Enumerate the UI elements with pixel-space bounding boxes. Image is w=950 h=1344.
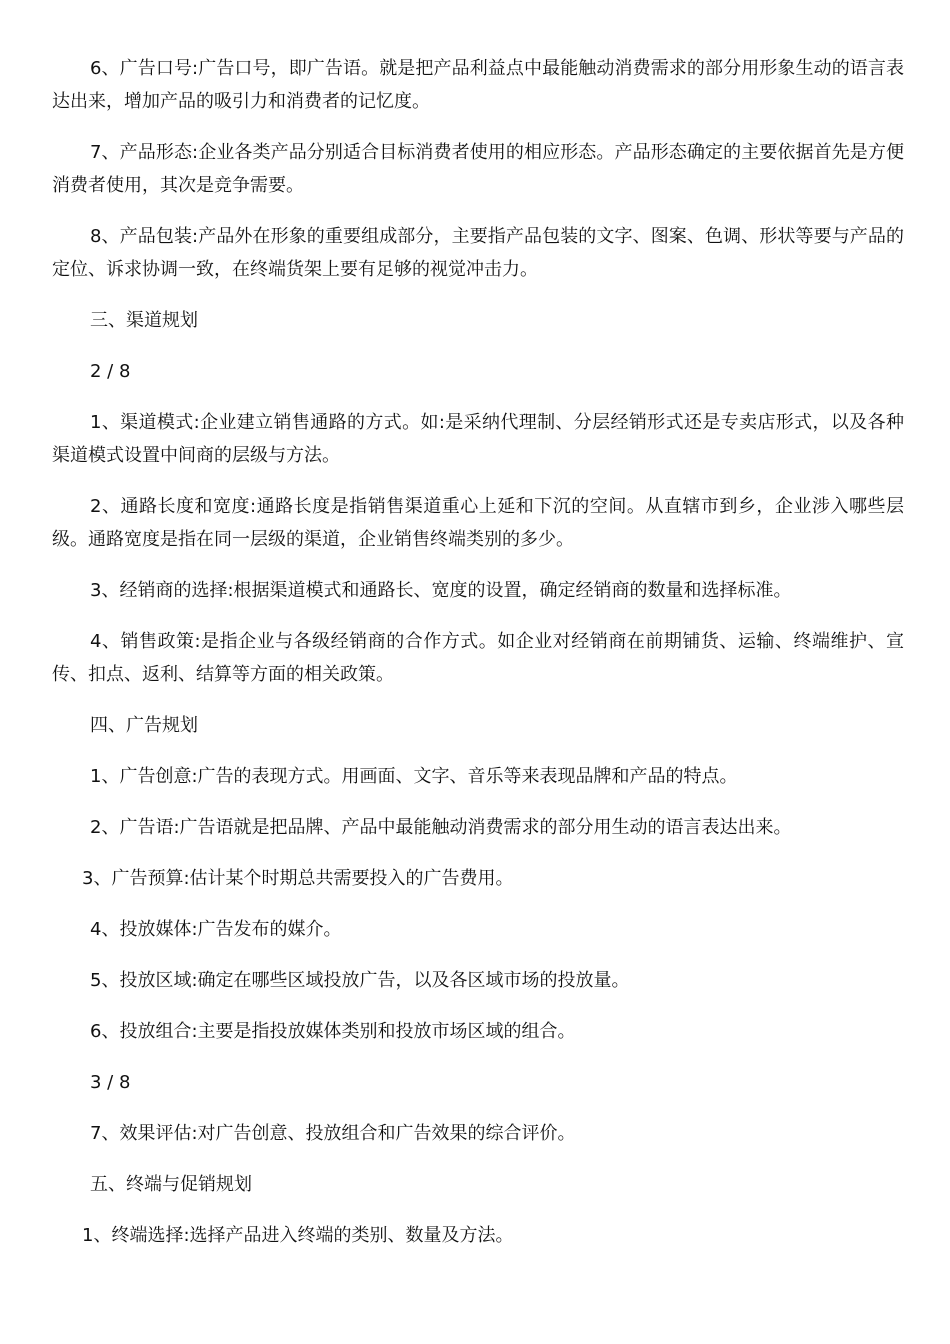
paragraph-ad-creative: 1、广告创意:广告的表现方式。用画面、文字、音乐等来表现品牌和产品的特点。 bbox=[90, 766, 738, 787]
paragraph-product-form: 7、产品形态:企业各类产品分别适合目标消费者使用的相应形态。产品形态确定的主要依据首先是方便消费者使用，其次是竞争需要。 bbox=[52, 142, 904, 196]
paragraph-channel-mode: 1、渠道模式:企业建立销售通路的方式。如:是采纳代理制、分层经销形式还是专卖店形式，以及各种渠道模式设置中间商的层级与方法。 bbox=[52, 412, 904, 466]
paragraph-combination: 6、投放组合:主要是指投放媒体类别和投放市场区域的组合。 bbox=[90, 1021, 576, 1042]
paragraph-terminal-selection: 1、终端选择:选择产品进入终端的类别、数量及方法。 bbox=[82, 1225, 514, 1246]
paragraph-region: 5、投放区域:确定在哪些区域投放广告，以及各区域市场的投放量。 bbox=[90, 970, 630, 991]
paragraph-sales-policy: 4、销售政策:是指企业与各级经销商的合作方式。如企业对经销商在前期铺货、运输、终端维护、宣传、扣点、返利、结算等方面的相关政策。 bbox=[52, 631, 904, 685]
page-number: 3 / 8 bbox=[90, 1072, 131, 1093]
section-heading-ad-planning: 四、广告规划 bbox=[90, 715, 198, 736]
paragraph-distributor-selection: 3、经销商的选择:根据渠道模式和通路长、宽度的设置，确定经销商的数量和选择标准。 bbox=[90, 580, 792, 601]
paragraph-effect-evaluation: 7、效果评估:对广告创意、投放组合和广告效果的综合评价。 bbox=[90, 1123, 576, 1144]
paragraph-ad-slogan: 6、广告口号:广告口号，即广告语。就是把产品利益点中最能触动消费需求的部分用形象生动的语言表达出来，增加产品的吸引力和消费者的记忆度。 bbox=[52, 58, 904, 112]
page-number: 2 / 8 bbox=[90, 361, 131, 382]
paragraph-channel-length-width: 2、通路长度和宽度:通路长度是指销售渠道重心上延和下沉的空间。从直辖市到乡，企业涉入哪些层级。通路宽度是指在同一层级的渠道，企业销售终端类别的多少。 bbox=[52, 496, 904, 550]
paragraph-ad-language: 2、广告语:广告语就是把品牌、产品中最能触动消费需求的部分用生动的语言表达出来。 bbox=[90, 817, 792, 838]
paragraph-product-packaging: 8、产品包装:产品外在形象的重要组成部分，主要指产品包装的文字、图案、色调、形状等要与产品的定位、诉求协调一致，在终端货架上要有足够的视觉冲击力。 bbox=[52, 226, 904, 280]
section-heading-channel-planning: 三、渠道规划 bbox=[90, 310, 198, 331]
paragraph-ad-budget: 3、广告预算:估计某个时期总共需要投入的广告费用。 bbox=[82, 868, 514, 889]
paragraph-media: 4、投放媒体:广告发布的媒介。 bbox=[90, 919, 342, 940]
document-page bbox=[52, 52, 904, 1270]
section-heading-terminal-promotion: 五、终端与促销规划 bbox=[90, 1174, 252, 1195]
